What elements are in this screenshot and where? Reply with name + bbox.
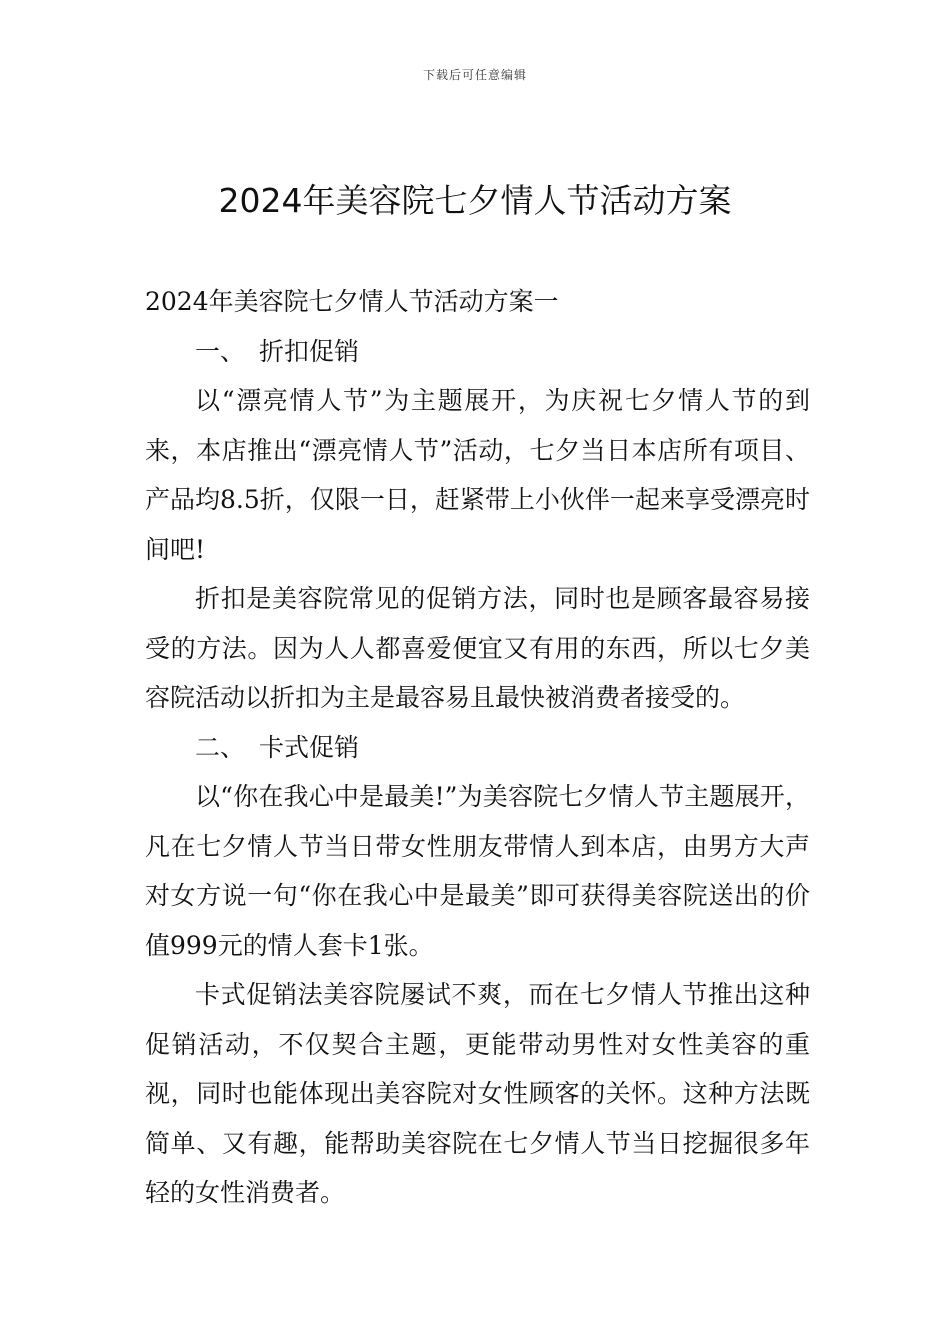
document-subtitle: 2024年美容院七夕情人节活动方案一	[145, 287, 559, 316]
paragraph: 折扣是美容院常见的促销方法，同时也是顾客最容易接受的方法。因为人人都喜爱便宜又有用的东西，所以七夕美容院活动以折扣为主是最容易且最快被消费者接受的。	[145, 584, 810, 712]
section-number: 一、	[195, 336, 246, 366]
paragraph: 以“漂亮情人节”为主题展开，为庆祝七夕情人节的到来，本店推出“漂亮情人节”活动，七夕当日本店所有项目、产品均8.5折，仅限一日，赶紧带上小伙伴一起来享受漂亮时间吧!	[145, 386, 810, 564]
section-heading-card	[145, 723, 810, 773]
section-heading-text: 卡式促销	[259, 732, 360, 762]
section-number: 二、	[195, 732, 246, 762]
document-body	[145, 277, 810, 1218]
paragraph: 卡式促销法美容院屡试不爽，而在七夕情人节推出这种促销活动，不仅契合主题，更能带动男性对女性美容的重视，同时也能体现出美容院对女性顾客的关怀。这种方法既简单、又有趣，能帮助美容院在七夕情人节当日挖掘很多年轻的女性消费者。	[145, 980, 810, 1207]
paragraph: 以“你在我心中是最美!”为美容院七夕情人节主题展开，凡在七夕情人节当日带女性朋友带情人到本店，由男方大声对女方说一句“你在我心中是最美”即可获得美容院送出的价值999元的情人套卡1张。	[145, 782, 810, 960]
section-heading-text: 折扣促销	[259, 336, 360, 366]
page-header-note: 下载后可任意编辑	[422, 68, 527, 82]
document-title: 2024年美容院七夕情人节活动方案	[218, 181, 732, 220]
section-heading-discount	[145, 327, 810, 377]
